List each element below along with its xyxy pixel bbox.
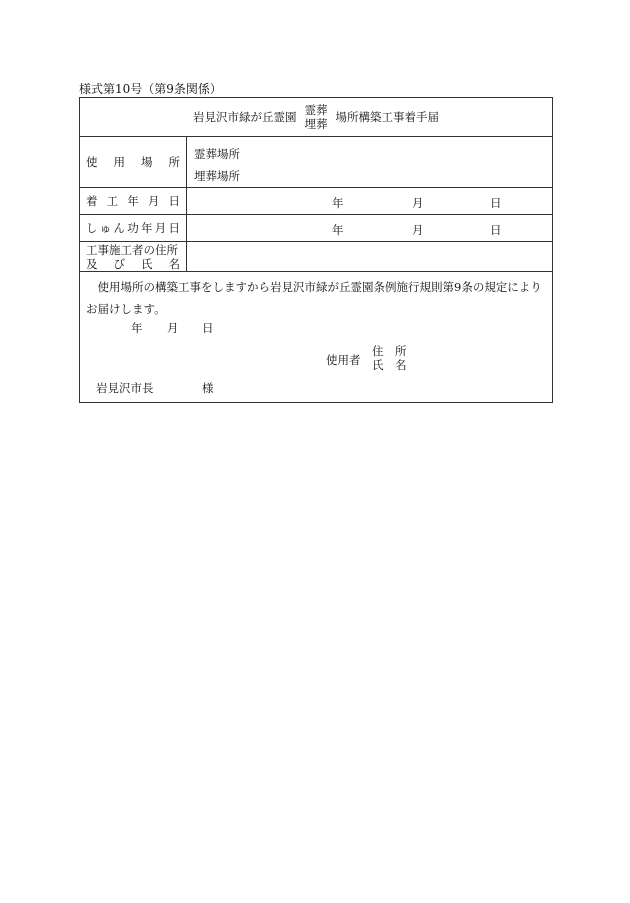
start-date-label-char: 月 [147, 194, 160, 208]
contractor-label-char: び [113, 256, 125, 271]
form-number: 様式第10号（第9条関係） [79, 82, 222, 96]
contractor-label-char: 名 [168, 256, 180, 271]
title-cell [80, 98, 553, 137]
title-row [80, 98, 553, 137]
contractor-label-line1: 工事施工者の住所 [86, 242, 178, 257]
place-label [80, 137, 187, 188]
start-date-label-char: 工 [106, 194, 119, 208]
statement-day: 日 [202, 321, 214, 335]
completion-date-label-char: ん [113, 221, 125, 235]
completion-day-unit: 日 [490, 223, 502, 237]
start-month-unit: 月 [412, 196, 424, 210]
contractor-field[interactable] [187, 242, 553, 272]
title-prefix: 岩見沢市緑が丘霊園 [193, 110, 297, 124]
statement-year: 年 [131, 321, 143, 335]
start-date-label-char: 日 [168, 194, 180, 208]
contractor-label-line2 [86, 257, 180, 271]
completion-year-unit: 年 [332, 223, 344, 237]
completion-date-label-char: 功 [127, 221, 139, 235]
title-options [305, 103, 328, 131]
completion-date-field[interactable] [187, 215, 553, 242]
place-label-char: 使 [86, 155, 98, 169]
completion-date-label-char: ゅ [99, 221, 112, 235]
completion-date-label-char: 年 [141, 221, 153, 235]
notification-form [79, 97, 553, 403]
completion-date-label-char: 日 [168, 221, 180, 235]
start-date-row [80, 188, 553, 215]
statement-text: 使用場所の構築工事をしますから岩見沢市緑が丘霊園条例施行規則第9条の規定によりお届けします。 [86, 280, 542, 316]
contractor-label-char: 氏 [141, 256, 153, 271]
place-option-2[interactable]: 埋葬場所 [194, 169, 240, 183]
addressee: 岩見沢市長 [96, 381, 154, 395]
title-option-top: 霊葬 [304, 103, 328, 117]
completion-date-label [80, 215, 187, 242]
title-option-bottom: 埋葬 [304, 117, 328, 131]
start-date-label [80, 188, 187, 215]
statement-cell [80, 272, 553, 403]
name-label[interactable]: 氏 名 [372, 358, 407, 372]
completion-month-unit: 月 [412, 223, 424, 237]
completion-date-label-char: し [86, 221, 98, 235]
applicant-label: 使用者 [326, 353, 361, 367]
place-field[interactable] [187, 137, 553, 188]
place-label-char: 場 [141, 155, 153, 169]
place-row [80, 137, 553, 188]
statement-month: 月 [167, 321, 179, 335]
place-label-char: 所 [168, 155, 180, 169]
completion-date-label-char: 月 [154, 221, 167, 235]
start-day-unit: 日 [490, 196, 502, 210]
contractor-label [80, 242, 187, 272]
form-title [80, 98, 552, 136]
completion-date-row [80, 215, 553, 242]
place-option-1[interactable]: 霊葬場所 [194, 147, 240, 161]
honorific: 様 [202, 381, 214, 395]
contractor-row [80, 242, 553, 272]
place-label-char: 用 [113, 155, 125, 169]
start-date-label-char: 年 [127, 194, 139, 208]
title-suffix: 場所構築工事着手届 [335, 110, 439, 124]
address-label[interactable]: 住 所 [372, 344, 407, 358]
start-date-field[interactable] [187, 188, 553, 215]
start-date-label-char: 着 [86, 194, 98, 208]
applicant-fields [372, 344, 407, 372]
statement-row [80, 272, 553, 403]
contractor-label-char: 及 [86, 256, 98, 271]
start-year-unit: 年 [332, 196, 344, 210]
